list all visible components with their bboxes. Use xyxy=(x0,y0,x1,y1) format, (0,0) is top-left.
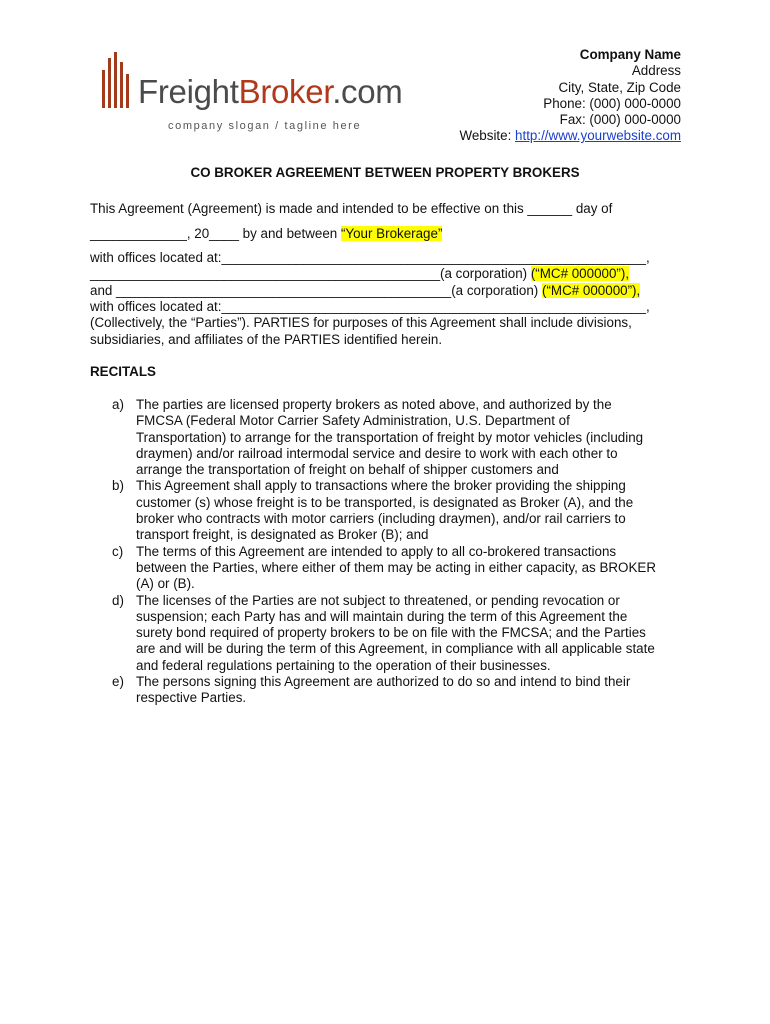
recital-line: The licenses of the Parties are not subject to threatened, or pending revocation or xyxy=(136,592,620,608)
intro-line-6: with offices located at:_________________________________________________________, xyxy=(90,299,650,314)
recital-line: FMCSA (Federal Motor Carrier Safety Administration, U.S. Department of xyxy=(136,413,570,429)
freightbroker-logo xyxy=(102,52,412,136)
recital-line: draymen) and/or railroad intermodal service and desire to work with each other to xyxy=(136,445,618,461)
recital-line: are and will be during the term of this Agreement, in compliance with all applicable state xyxy=(136,641,655,657)
recital-item xyxy=(90,478,690,543)
document-title: CO BROKER AGREEMENT BETWEEN PROPERTY BROKERS xyxy=(190,165,580,180)
website-link[interactable]: http://www.yourwebsite.com xyxy=(515,128,681,144)
recital-line: and federal regulations pertaining to the operation of their businesses. xyxy=(136,657,551,673)
intro-line-7: (Collectively, the “Parties”). PARTIES for purposes of this Agreement shall include divisions, xyxy=(90,315,632,330)
recital-marker: c) xyxy=(112,543,124,559)
recital-item xyxy=(90,593,690,674)
intro-line-2: _____________, 20____ by and between “Your Brokerage” xyxy=(90,226,443,241)
intro-line-5: and _____________________________________________(a corporation) (“MC# 000000”), xyxy=(90,283,641,298)
recital-line: transport freight, is designated as Broker (B); and xyxy=(136,527,429,543)
company-city: City, State, Zip Code xyxy=(558,79,681,95)
recital-line: broker who contracts with motor carriers (including draymen), and/or rail carriers to xyxy=(136,511,626,527)
recital-line: The terms of this Agreement are intended to apply to all co-brokered transactions xyxy=(136,543,617,559)
recital-line: The persons signing this Agreement are authorized to do so and intend to bind their xyxy=(136,674,631,690)
recital-item xyxy=(90,674,690,707)
intro-line-3: with offices located at:_________________________________________________________, xyxy=(90,250,650,265)
recital-marker: e) xyxy=(112,674,124,690)
recital-marker: b) xyxy=(112,478,124,494)
intro-line-8: subsidiaries, and affiliates of the PARTIES identified herein. xyxy=(90,332,443,347)
recital-line: This Agreement shall apply to transactions where the broker providing the shipping xyxy=(136,478,626,494)
recital-item xyxy=(90,544,690,593)
recital-line: arrange the transportation of freight on behalf of shipper customers and xyxy=(136,462,559,478)
recital-marker: a) xyxy=(112,397,124,412)
recital-line: customer (s) whose freight is to be transported, is designated as Broker (A), and the xyxy=(136,494,634,510)
logo-slogan: company slogan / tagline here xyxy=(168,120,362,132)
company-name: Company Name xyxy=(579,47,681,62)
company-fax: Fax: (000) 000-0000 xyxy=(559,112,681,128)
mc-number-highlight: (“MC# 000000”), xyxy=(530,266,630,281)
recital-marker: d) xyxy=(112,592,124,608)
recital-line: Transportation) to arrange for the transportation of freight by motor vehicles (including xyxy=(136,429,644,445)
intro-line-4: _______________________________________________(a corporation) (“MC# 000000”), xyxy=(90,266,630,281)
mc-number-highlight: (“MC# 000000”), xyxy=(542,283,641,298)
recitals-list xyxy=(90,397,690,707)
recital-line: between the Parties, where either of them may be acting in either capacity, as BROKER xyxy=(136,559,657,575)
recital-line: The parties are licensed property brokers as noted above, and authorized by the xyxy=(136,397,612,412)
recital-line: respective Parties. xyxy=(136,690,247,706)
company-info xyxy=(459,47,681,145)
brokerage-highlight: “Your Brokerage” xyxy=(340,226,443,241)
recitals-heading: RECITALS xyxy=(90,364,156,379)
intro-line-1: This Agreement (Agreement) is made and intended to be effective on this ______ day of xyxy=(90,201,613,216)
company-phone: Phone: (000) 000-0000 xyxy=(543,95,681,111)
bars-logo-icon xyxy=(102,52,132,108)
recital-line: surety bond required of property brokers to be on file with the FMCSA; and the Parties xyxy=(136,625,646,641)
recital-line: (A) or (B). xyxy=(136,576,195,592)
company-website: Website: http://www.yourwebsite.com xyxy=(459,128,681,144)
logo-wordmark: FreightBroker.com xyxy=(138,73,403,110)
recital-line: suspension; each Party has and will maintain during the term of this Agreement the xyxy=(136,608,628,624)
company-address: Address xyxy=(631,63,681,79)
recital-item xyxy=(90,397,690,478)
